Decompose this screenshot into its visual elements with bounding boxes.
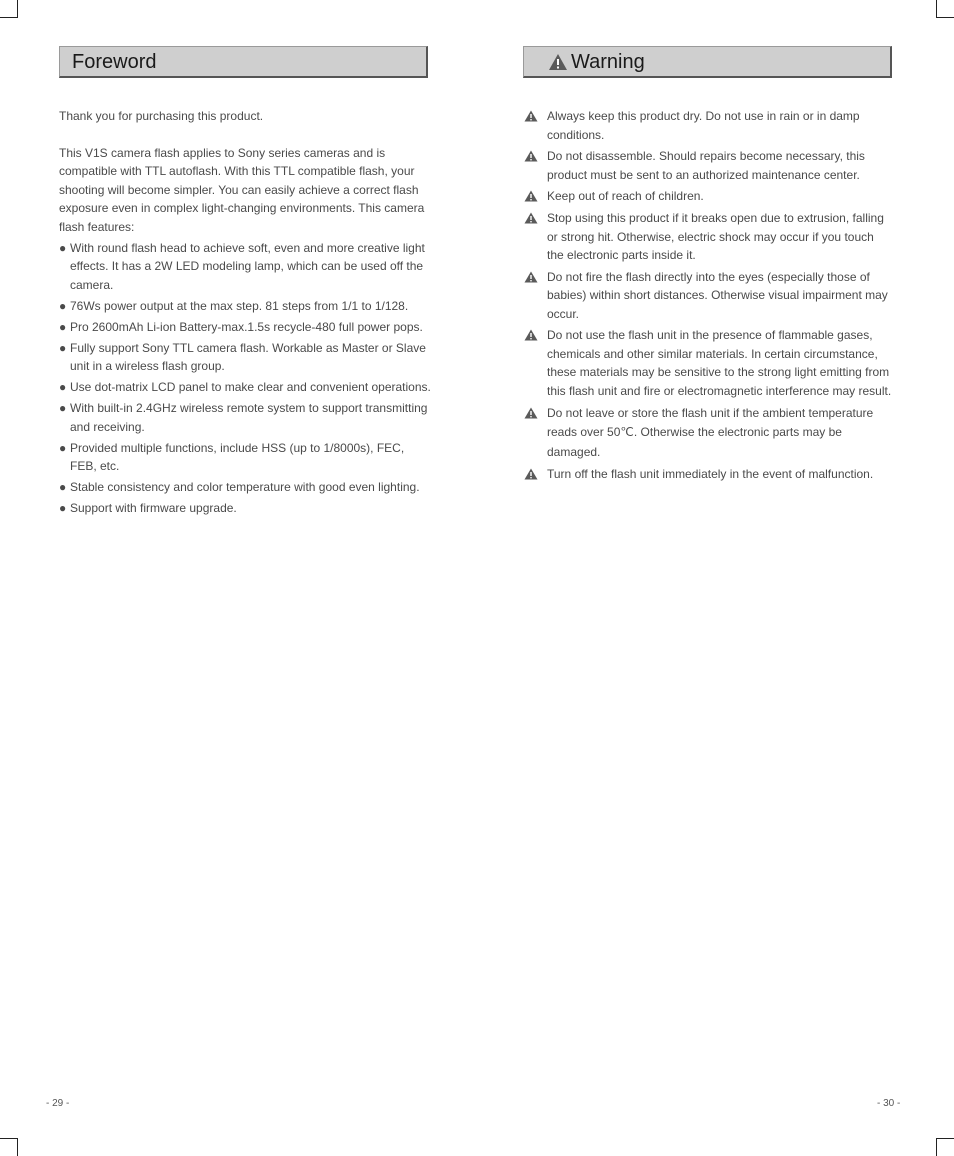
crop-mark-bottom-left [17, 1138, 18, 1156]
warning-triangle-icon [524, 212, 538, 224]
feature-item: ● Support with firmware upgrade. [59, 499, 431, 518]
warning-item: Keep out of reach of children. [523, 187, 893, 206]
crop-mark-bottom-right [936, 1138, 954, 1139]
foreword-intro: Thank you for purchasing this product. [59, 109, 264, 123]
feature-item: ● Pro 2600mAh Li-ion Battery-max.1.5s recycle-480 full power pops. [59, 318, 431, 337]
warning-item: Always keep this product dry. Do not use in rain or in damp conditions. [523, 107, 893, 144]
foreword-title: Foreword [72, 51, 157, 73]
warning-item: Do not disassemble. Should repairs become necessary, this product must be sent to an authorized maintenance center. [523, 147, 893, 184]
crop-mark-top-left [17, 0, 18, 18]
warning-triangle-icon [524, 110, 538, 122]
warning-heading [523, 46, 892, 78]
bullet: ● [59, 380, 67, 394]
feature-item: ● With built-in 2.4GHz wireless remote system to support transmitting and receiving. [59, 401, 428, 434]
bullet: ● [59, 298, 67, 313]
warning-triangle-icon [524, 150, 538, 162]
crop-mark-top-left [0, 17, 18, 18]
bullet: ● [59, 340, 67, 355]
warning-triangle-icon [524, 329, 538, 341]
feature-item: ● 76Ws power output at the max step. 81 steps from 1/1 to 1/128. [59, 297, 431, 316]
feature-item: ● Provided multiple functions, include HSS (up to 1/8000s), FEC, FEB, etc. [59, 440, 405, 473]
crop-mark-top-right [936, 0, 937, 18]
page-number-right: - 30 - [877, 1098, 901, 1109]
feature-item: ● Stable consistency and color temperature with good even lighting. [59, 478, 431, 497]
warning-triangle-icon [524, 468, 538, 480]
foreword-section [59, 107, 431, 518]
warning-triangle-icon [548, 53, 568, 71]
feature-item: ● With round flash head to achieve soft, even and more creative light effects. It has a 2W LED modeling lamp, which can be used off the camera. [59, 240, 425, 292]
warning-item: Do not fire the flash directly into the eyes (especially those of babies) within short distances. Otherwise visual impairment may occur. [523, 268, 893, 324]
bullet: ● [59, 501, 67, 515]
bullet: ● [59, 319, 67, 334]
crop-mark-top-right [936, 17, 954, 18]
bullet: ● [59, 480, 67, 494]
crop-mark-bottom-right [936, 1138, 937, 1156]
warning-title: Warning [571, 51, 645, 73]
feature-list [59, 239, 431, 518]
bullet: ● [59, 440, 67, 455]
foreword-heading [59, 46, 428, 78]
warning-triangle-icon [524, 190, 538, 202]
warning-section [523, 107, 893, 487]
crop-mark-bottom-left [0, 1138, 18, 1139]
warning-item: Stop using this product if it breaks open due to extrusion, falling or strong hit. Otherwise, electric shock may occur if you touch the electronic parts inside it. [523, 209, 893, 265]
warning-item: Turn off the flash unit immediately in the event of malfunction. [523, 465, 893, 484]
foreword-description: This V1S camera flash applies to Sony series cameras and is compatible with TTL autoflash. With this TTL compatible flash, your shooting will become simpler. You can easily achieve a correct flash exposure even in complex light-changing environments. This camera flash features: [59, 145, 425, 234]
feature-item: ● Fully support Sony TTL camera flash. Workable as Master or Slave unit in a wireless flash group. [59, 340, 426, 373]
bullet: ● [59, 401, 67, 415]
warning-triangle-icon [524, 407, 538, 419]
warning-item: Do not leave or store the flash unit if the ambient temperature reads over 50℃. Otherwise the electronic parts may be damaged. [523, 404, 893, 463]
feature-item: ● Use dot-matrix LCD panel to make clear and convenient operations. [59, 378, 431, 397]
bullet: ● [59, 240, 67, 255]
warning-triangle-icon [524, 271, 538, 283]
page-number-left: - 29 - [46, 1098, 70, 1109]
warning-item: Do not use the flash unit in the presence of flammable gases, chemicals and other similar materials. In certain circumstance, these materials may be sensitive to the strong light emitting from this flash unit and fire or electromagnetic interference may result. [523, 326, 893, 400]
